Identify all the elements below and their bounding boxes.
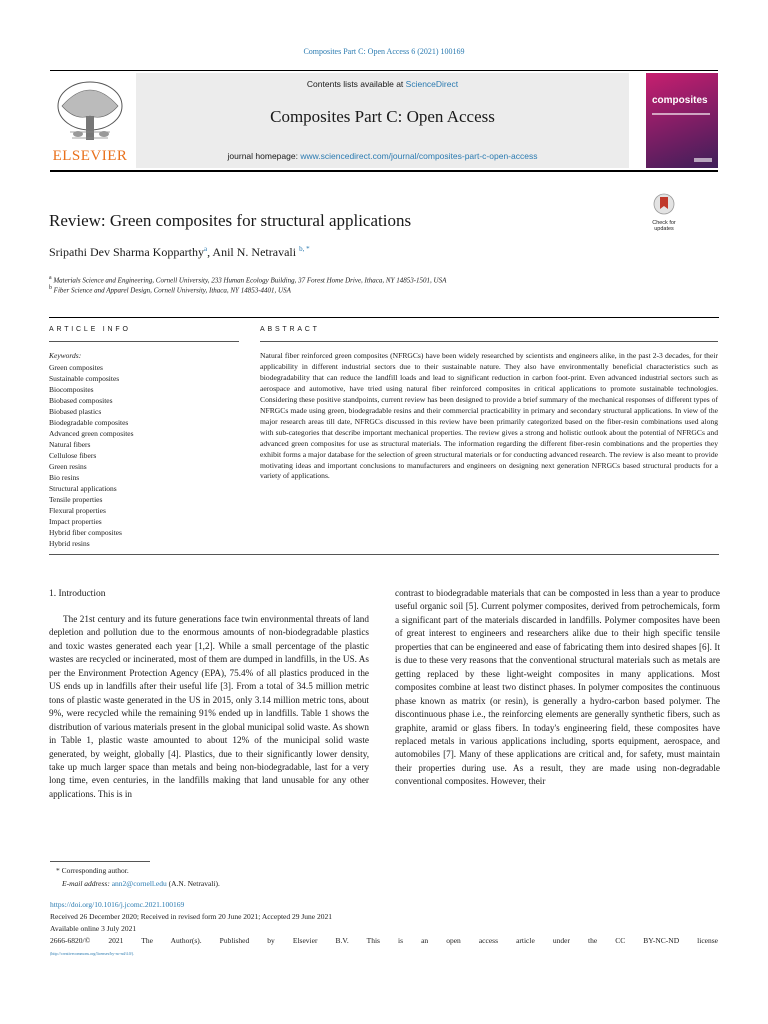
sciencedirect-link[interactable]: ScienceDirect [405,79,459,89]
elsevier-wordmark: ELSEVIER [52,148,128,164]
keyword: Hybrid resins [49,539,90,548]
cover-title: composites [652,95,708,106]
journal-title: Composites Part C: Open Access [270,107,495,126]
keyword: Structural applications [49,484,117,493]
keyword: Hybrid fiber composites [49,528,122,537]
contents-prefix: Contents lists available at [306,79,406,89]
header-bottom-rule [50,170,718,172]
email-label: E-mail address: [62,879,112,888]
keywords-label: Keywords: [49,351,82,360]
keyword: Biobased composites [49,396,113,405]
license-link[interactable]: (http://creativecommons.org/licenses/by-nc-nd/4.0/). [50,951,135,956]
author-2-affiliation[interactable]: b, * [299,245,310,253]
affiliation-marker: a [49,275,52,281]
email-line [62,879,220,888]
author-2[interactable]: Anil N. Netravali [212,245,297,259]
article-title: Review: Green composites for structural applications [49,211,412,230]
keyword: Impact properties [49,517,102,526]
corresponding-author-note: * Corresponding author. [56,866,129,875]
doi-link[interactable]: https://doi.org/10.1016/j.jcomc.2021.100169 [50,900,185,909]
keyword: Advanced green composites [49,429,134,438]
author-list [49,245,310,260]
affiliation-a [49,275,446,284]
keyword: Biodegradable composites [49,418,129,427]
author-1-affiliation[interactable]: a [203,245,208,253]
journal-homepage [136,151,629,161]
divider [49,317,719,318]
author-separator: , [207,245,213,259]
license-text: 2666-6820/© 2021 The Author(s). Published by Elsevier B.V. This is an open access article under the CC BY-NC-ND license [50,936,718,945]
journal-cover-image [646,73,718,168]
available-online: Available online 3 July 2021 [50,924,137,933]
article-info-heading: ARTICLE INFO [49,326,131,333]
check-updates-icon [645,193,683,215]
divider [260,341,718,342]
contents-line [136,79,629,89]
check-for-updates-button[interactable] [645,193,683,232]
keyword: Tensile properties [49,495,103,504]
homepage-link[interactable]: www.sciencedirect.com/journal/composites-part-c-open-access [300,151,538,161]
affiliation-marker: b [49,285,52,291]
email-link[interactable]: ann2@cornell.edu [111,879,167,888]
header-top-rule [50,70,718,71]
keyword: Green resins [49,462,87,471]
email-suffix: (A.N. Netravali). [166,879,220,888]
body-column-right: contrast to biodegradable materials that can be composted in less than a year to produce useful organic soil [5]. Current polymer composites, derived from petrochemicals, form a significant part of the materials discarded in landfills. Polymer composites have been of great interest to engineers and researchers alike due to their high specific tensile properties that can be engineered and ease of fabricating them into desired shapes [6]. It is due to these very reasons that the conventional structural materials such as metals are getting replaced by these light-weight composites in many applications. Most composites combine at least two distinct phases. In polymer composites the continuous phase known as matrix (or resin), is generally a hydro-carbon based polymer. The discontinuous phase i.e., the reinforcing elements are generally synthetic fibers, such as graphite, aramid or glass fibers. In today's engineering field, these composites have replaced metals in various applications including, sports equipment, aerospace, and automobiles [7]. Many of these applications are critical and, for safety, must maintain their properties during use. As a result, they are made using non-degradable conventional composites. However, their [395,588,720,787]
check-updates-label: Check for updates [652,220,676,232]
keywords-list [49,362,134,549]
keyword: Biobased plastics [49,407,102,416]
keyword: Flexural properties [49,506,106,515]
divider [49,341,239,342]
keyword: Biocomposites [49,385,94,394]
keyword: Green composites [49,363,103,372]
received-dates: Received 26 December 2020; Received in revised form 20 June 2021; Accepted 29 June 2021 [50,912,333,921]
author-1[interactable]: Sripathi Dev Sharma Kopparthy [49,245,204,259]
footnote-rule [50,861,150,862]
abstract-text: Natural fiber reinforced green composites (NFRGCs) have been widely researched by scientists and engineers alike, in the past 2-3 decades, for their applicability in different industrial sectors due to their sustainable nature. They also have environmentally beneficial characteristics such as biodegradability that can reduce the landfill loads and lead to significant reduction in carbon foot-print. Even advanced industrial sectors such as aerospace and automotive, have tried using natural fiber reinforced composites in critical applications to promote sustainable technologies. Considering these positive standpoints, current review has been designed to provide a brief summary of the mechanical responses of different types of NFRGCs made using green, biodegradable resins and their commercial practicability in primary and secondary structural applications. In view of the major research areas till date, NFRGCs discussed in this review have been primarily categorized based on the fiber-resin combinations used along with sub-categories that describe important mechanical properties. The review gives a strong and holistic outlook about the potential of NFRGCs and advanced green composites for use as structural materials. The information regarding the different fiber-resin combinations and the properties they exhibit forms a major database for the selection of green structural materials or for conducting advanced research. The review is also meant to provide motivating ideas and important conclusions to manufacturers and engineers on designing next generation NFRGCs based structural products for a variety of applications. [260,351,718,481]
affiliation-b [49,285,291,294]
body-column-left: The 21st century and its future generations face twin environmental threats of land depletion and pollution due to the enormous amounts of non-biodegradable plastics and toxic wastes generated each year [1,2]. While a small percentage of the plastic wastes are recycled or incinerated, most of them are dumped in landfills, in the US. As per the Environment Protection Agency (EPA), 75.4% of all plastics produced in the US ends up in landfills after their useful life [3]. From a total of 34.5 million metric tons of plastic waste generated in the US in 2015, only 3.14 million metric tons, about 9%, were recycled while the remaining 91% ended up in landfills. Table 1 shows the distribution of various materials present in the global municipal solid waste. As shown in Table 1, plastic waste amounted to about 12% of the municipal solid waste generated, by weight, globally [4]. Plastics, due to their significantly lower density, take up much larger space than metals and being non-biodegradable, last for a very long time, even centuries, in the landfills making that land unusable for any other applications. This is in [49,614,369,799]
section-heading: 1. Introduction [49,589,106,599]
keyword: Cellulose fibers [49,451,97,460]
journal-reference-link[interactable]: Composites Part C: Open Access 6 (2021) 100169 [303,47,465,56]
abstract-heading: ABSTRACT [260,326,320,333]
divider [49,554,719,555]
affiliation-text: Materials Science and Engineering, Cornell University, 233 Human Ecology Building, 37 Forest Home Drive, Ithaca, NY 14853-1501, USA [53,276,447,285]
homepage-label: journal homepage: [227,151,301,161]
keyword: Sustainable composites [49,374,120,383]
keyword: Natural fibers [49,440,91,449]
affiliation-text: Fiber Science and Apparel Design, Cornell University, Ithaca, NY 14853-4401, USA [53,286,291,295]
keyword: Bio resins [49,473,80,482]
